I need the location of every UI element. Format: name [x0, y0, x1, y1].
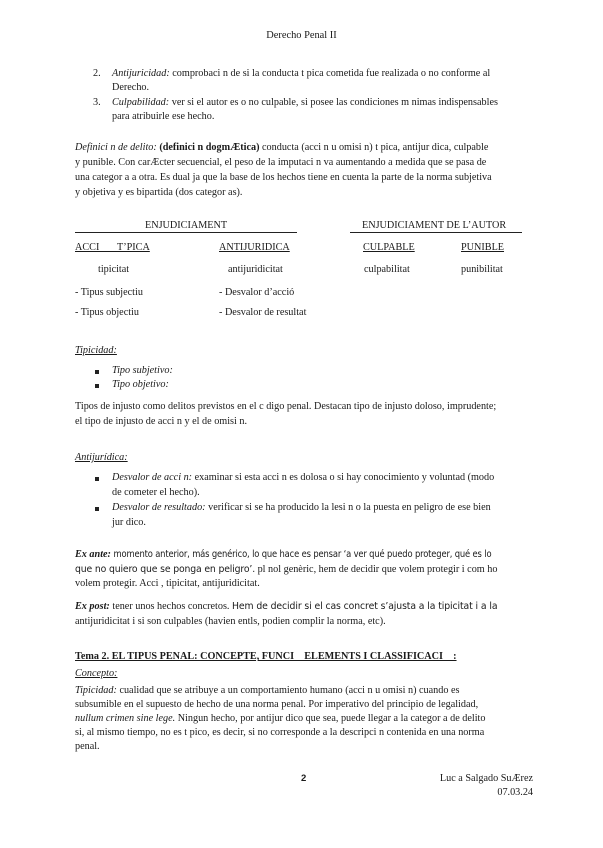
list-term: Antijuricidad: — [112, 68, 170, 79]
definition-text: y punible. Con carÆcter secuencial, el peso de la imputaci n va aumentando a medida que se pasa de — [75, 157, 487, 168]
definition-bold: (definici n dogmÆtica) — [159, 142, 260, 153]
scheme-noun: punibilitat — [461, 264, 503, 275]
scheme-left-title: ENJUDICIAMENT — [145, 220, 228, 231]
scheme-right-title: ENJUDICIAMENT DE L’AUTOR — [362, 220, 507, 231]
list-term: Culpabilidad: — [112, 97, 170, 108]
bullet-item — [112, 471, 494, 485]
exante-term: Ex ante: — [75, 549, 111, 560]
scheme-cell: - Desvalor de resultat — [219, 307, 307, 318]
tema-term: Tipicidad: — [75, 685, 117, 696]
list-number: 2. — [93, 68, 101, 79]
scheme-cell: - Desvalor d’acció — [219, 287, 295, 298]
concepto-heading: Concepto: — [75, 668, 118, 679]
bullet-text: verificar si se ha producido la lesi n o la puesta en peligro de ese bien — [208, 502, 491, 513]
definition-text: conducta (acci n u omisi n) t pica, antijur dica, culpable — [262, 142, 489, 153]
scheme-col-header: CULPABLE — [363, 242, 415, 253]
list-text: ver si el autor es o no culpable, si posee las condiciones m nimas indispensables — [171, 97, 498, 108]
bullet-item: Tipo objetivo: — [112, 379, 169, 390]
exante-text: volem protegir. Acci , tipicitat, antijuridicitat. — [75, 578, 260, 589]
expost-text: tener unos hechos concretos. — [112, 601, 230, 612]
expost-text: antijuridicitat i si son culpables (havien entls, podien complir la norma, etc). — [75, 616, 386, 627]
tema-text: penal. — [75, 741, 100, 752]
scheme-noun: tipicitat — [98, 264, 130, 275]
expost-term: Ex post: — [75, 601, 110, 612]
section-heading: Antijurídica: — [75, 452, 128, 463]
bullet-text: examinar si esta acci n es dolosa o si hay conocimiento y voluntad (modo — [194, 472, 495, 483]
scheme-noun: antijuridicitat — [228, 264, 283, 275]
section-heading: Tipicidad: — [75, 345, 117, 356]
scheme-cell: - Tipus objectiu — [75, 307, 139, 318]
bullet-text-cont: de cometer el hecho). — [112, 487, 200, 498]
paragraph-line: Tipos de injusto como delitos previstos en el c digo penal. Destacan tipo de injusto doloso, imprudente; — [75, 401, 497, 412]
bullet-icon — [95, 370, 99, 374]
scheme-noun: culpabilitat — [364, 264, 410, 275]
bullet-item — [112, 501, 491, 515]
exante-text: que no quiero que se ponga en peligro’. — [75, 564, 256, 575]
expost-text: Hem de decidir si el cas concret s’ajusta a la tipicitat i a la — [232, 601, 498, 612]
bullet-icon — [95, 507, 99, 511]
exante-text: pl nol genèric, hem de decidir que volem protegir i com ho — [257, 564, 498, 575]
definition-label: Definici n de delito: — [75, 142, 157, 153]
tema-text: si, al mismo tiempo, no es t pico, es decir, si no corresponde a la descripci n contenida en una norma — [75, 727, 485, 738]
definition-text: una categor a a otra. Es dual ja que la base de los hechos tiene en cuenta la parte de la norma subjetiva — [75, 172, 492, 183]
tema-title: Tema 2. EL TIPUS PENAL: CONCEPTE, FUNCI ELEMENTS I CLASSIFICACI : — [75, 651, 457, 662]
list-item — [112, 67, 490, 81]
footer-date: 07.03.24 — [497, 787, 533, 798]
bullet-text-cont: jur dico. — [112, 517, 146, 528]
tema-text: subsumible en el supuesto de hecho de una norma penal. Por imperativo del principio de legalidad, — [75, 699, 479, 710]
scheme-col-header: ANTIJURIDICA — [219, 242, 290, 253]
bullet-icon — [95, 384, 99, 388]
list-text: comprobaci n de si la conducta t pica cometida fue realizada o no conforme al — [172, 68, 491, 79]
scheme-col-header: ACCI T’PICA — [75, 242, 150, 253]
exante-text: momento anterior, más genérico, lo que hace es pensar ‘a ver qué puedo proteger, qué es lo — [113, 549, 492, 560]
tema-text: Ningun hecho, por antijur dico que sea, puede llegar a la categor a de delito — [177, 713, 486, 724]
tema-text: cualidad que se atribuye a un comportamiento humano (acci n u omisi n) cuando es — [119, 685, 460, 696]
bullet-term: Desvalor de acci n: — [112, 472, 193, 483]
list-number: 3. — [93, 97, 101, 108]
list-text-cont: para atribuirle ese hecho. — [112, 111, 215, 122]
tema-latin: nullum crimen sine lege. — [75, 713, 176, 724]
list-text-cont: Derecho. — [112, 82, 150, 93]
bullet-term: Desvalor de resultado: — [112, 502, 206, 513]
bullet-icon — [95, 477, 99, 481]
page-header-title: Derecho Penal II — [266, 30, 337, 41]
footer-author: Luc a Salgado SuÆrez — [439, 773, 533, 784]
list-item — [112, 96, 498, 110]
scheme-cell: - Tipus subjectiu — [75, 287, 143, 298]
scheme-col-header: PUNIBLE — [461, 242, 505, 253]
definition-text: y objetiva y es bipartida (dos categor as). — [75, 187, 243, 198]
page-number: 2 — [301, 773, 307, 784]
bullet-item: Tipo subjetivo: — [112, 365, 173, 376]
paragraph-line: el tipo de injusto de acci n y el de omisi n. — [75, 416, 248, 427]
